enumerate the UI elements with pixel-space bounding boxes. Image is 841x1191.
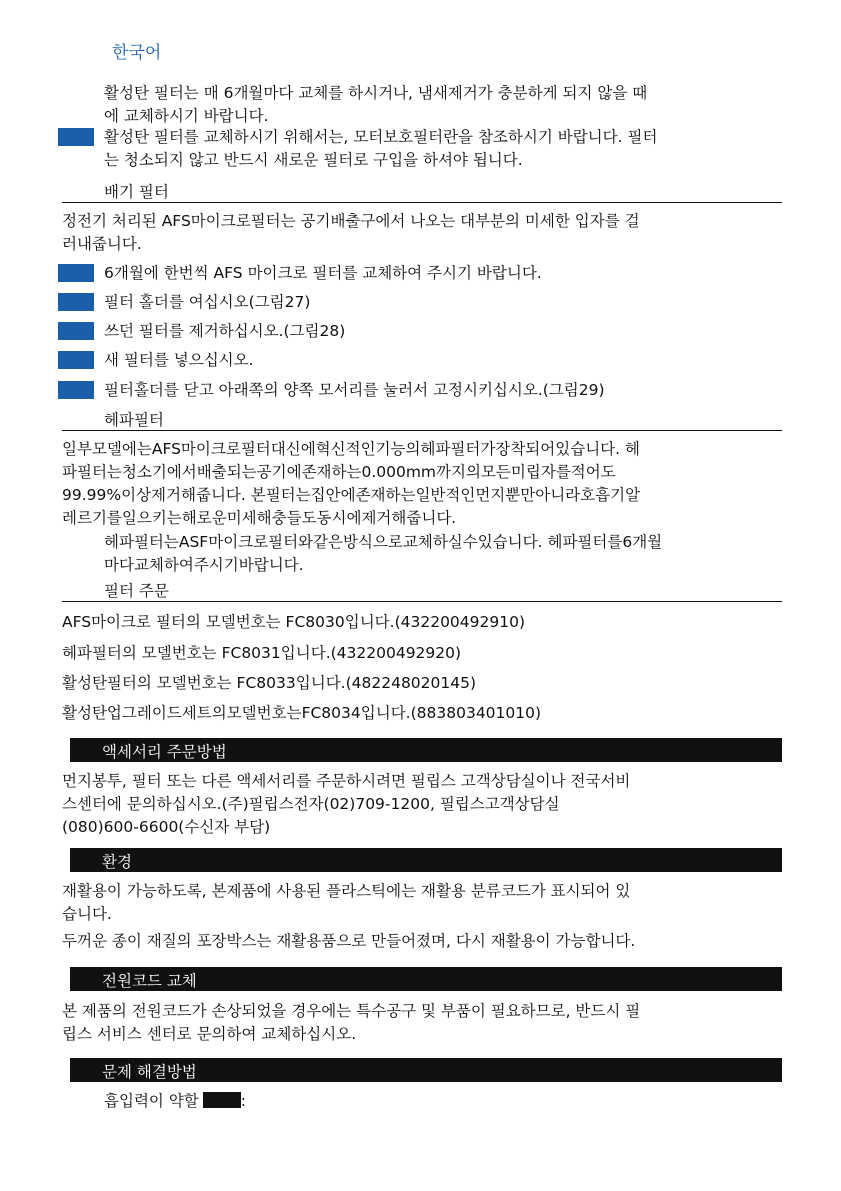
environment-heading-bar — [70, 848, 782, 872]
hepa-filter-heading — [62, 408, 782, 431]
accessories-heading-text: 액세서리 주문방법 — [102, 743, 227, 761]
bullet-marker — [58, 381, 94, 399]
environment-body-2: 두꺼운 종이 재질의 포장박스는 재활용품으로 만들어졌며, 다시 재활용이 가능합니다. — [62, 932, 636, 950]
environment-body-1: 재활용이 가능하도록, 본제품에 사용된 플라스틱에는 재활용 분류코드가 표시되어 있 습니다. — [62, 882, 631, 923]
bullet-marker — [58, 264, 94, 282]
exhaust-bullet-text: 6개월에 한번씩 AFS 마이크로 필터를 교체하여 주시기 바랍니다. — [104, 264, 542, 282]
exhaust-filter-heading — [62, 180, 782, 203]
exhaust-bullet-text: 새 필터를 넣으십시오. — [104, 351, 254, 369]
hepa-filter-body: 일부모델에는AFS마이크로필터대신에혁신적인기능의헤파필터가장착되어있습니다. 헤 파필터는청소기에서배출되는공기에존재하는0.000mm까지의모든미립자를적어도 99.99%이상제거해줍니다. 본필터는집안에존재하는일반적인먼지뿐만아니라호흡기알 레르기를일으키는해로운미세해충들도동시에제거해줍니다. — [62, 440, 641, 527]
intro-replace-text: 활성탄 필터는 매 6개월마다 교체를 하시거나, 냄새제거가 충분하게 되지 않을 때 에 교체하시기 바랍니다. — [104, 84, 648, 125]
order-line: 활성탄업그레이드세트의모델번호는FC8034입니다.(883803401010) — [62, 704, 542, 722]
order-line: 헤파필터의 모델번호는 FC8031입니다.(432200492920) — [62, 644, 462, 662]
exhaust-bullet-text: 필터 홀더를 여십시오(그림27) — [104, 293, 311, 311]
exhaust-bullet-text: 쓰던 필터를 제거하십시오.(그림28) — [104, 322, 346, 340]
bullet-marker — [58, 322, 94, 340]
troubleshooting-item-suffix: : — [240, 1092, 246, 1110]
bullet-marker — [58, 128, 94, 146]
troubleshooting-heading-text: 문제 해결방법 — [102, 1063, 197, 1081]
exhaust-filter-heading-text: 배기 필터 — [104, 183, 169, 201]
language-title: 한국어 — [112, 43, 162, 63]
hepa-filter-note: 헤파필터는ASF마이크로필터와같은방식으로교체하실수있습니다. 헤파필터를6개월 마다교체하여주시기바랍니다. — [104, 533, 663, 574]
power-cord-heading-bar — [70, 967, 782, 991]
redacted-block — [203, 1092, 241, 1108]
order-line: 활성탄필터의 모델번호는 FC8033입니다.(482248020145) — [62, 674, 477, 692]
exhaust-filter-body: 정전기 처리된 AFS마이크로필터는 공기배출구에서 나오는 대부분의 미세한 입자를 걸 러내줍니다. — [62, 212, 640, 253]
intro-bullet-text: 활성탄 필터를 교체하시기 위해서는, 모터보호필터란을 참조하시기 바랍니다. 필터 는 청소되지 않고 반드시 새로운 필터로 구입을 하셔야 됩니다. — [104, 128, 658, 169]
troubleshooting-item — [104, 1090, 784, 1113]
power-cord-heading-text: 전원코드 교체 — [102, 972, 197, 990]
bullet-marker — [58, 351, 94, 369]
order-line: AFS마이크로 필터의 모델번호는 FC8030입니다.(432200492910) — [62, 613, 526, 631]
power-cord-body: 본 제품의 전원코드가 손상되었을 경우에는 특수공구 및 부품이 필요하므로, 반드시 필 립스 서비스 센터로 문의하여 교체하십시오. — [62, 1002, 641, 1043]
bullet-marker — [58, 293, 94, 311]
filter-order-heading-text: 필터 주문 — [104, 582, 169, 600]
exhaust-bullet-text: 필터홀더를 닫고 아래쪽의 양쪽 모서리를 눌러서 고정시키십시오.(그림29) — [104, 381, 605, 399]
hepa-filter-heading-text: 헤파필터 — [104, 411, 164, 429]
accessories-heading-bar — [70, 738, 782, 762]
environment-heading-text: 환경 — [102, 853, 132, 871]
troubleshooting-item-text: 흡입력이 약할 — [104, 1092, 199, 1110]
accessories-body: 먼지봉투, 필터 또는 다른 액세서리를 주문하시려면 필립스 고객상담실이나 전국서비 스센터에 문의하십시오.(주)필립스전자(02)709-1200, 필립스고객상담실 (080)600-6600(수신자 부담) — [62, 772, 631, 836]
troubleshooting-heading-bar — [70, 1058, 782, 1082]
filter-order-heading — [62, 579, 782, 602]
